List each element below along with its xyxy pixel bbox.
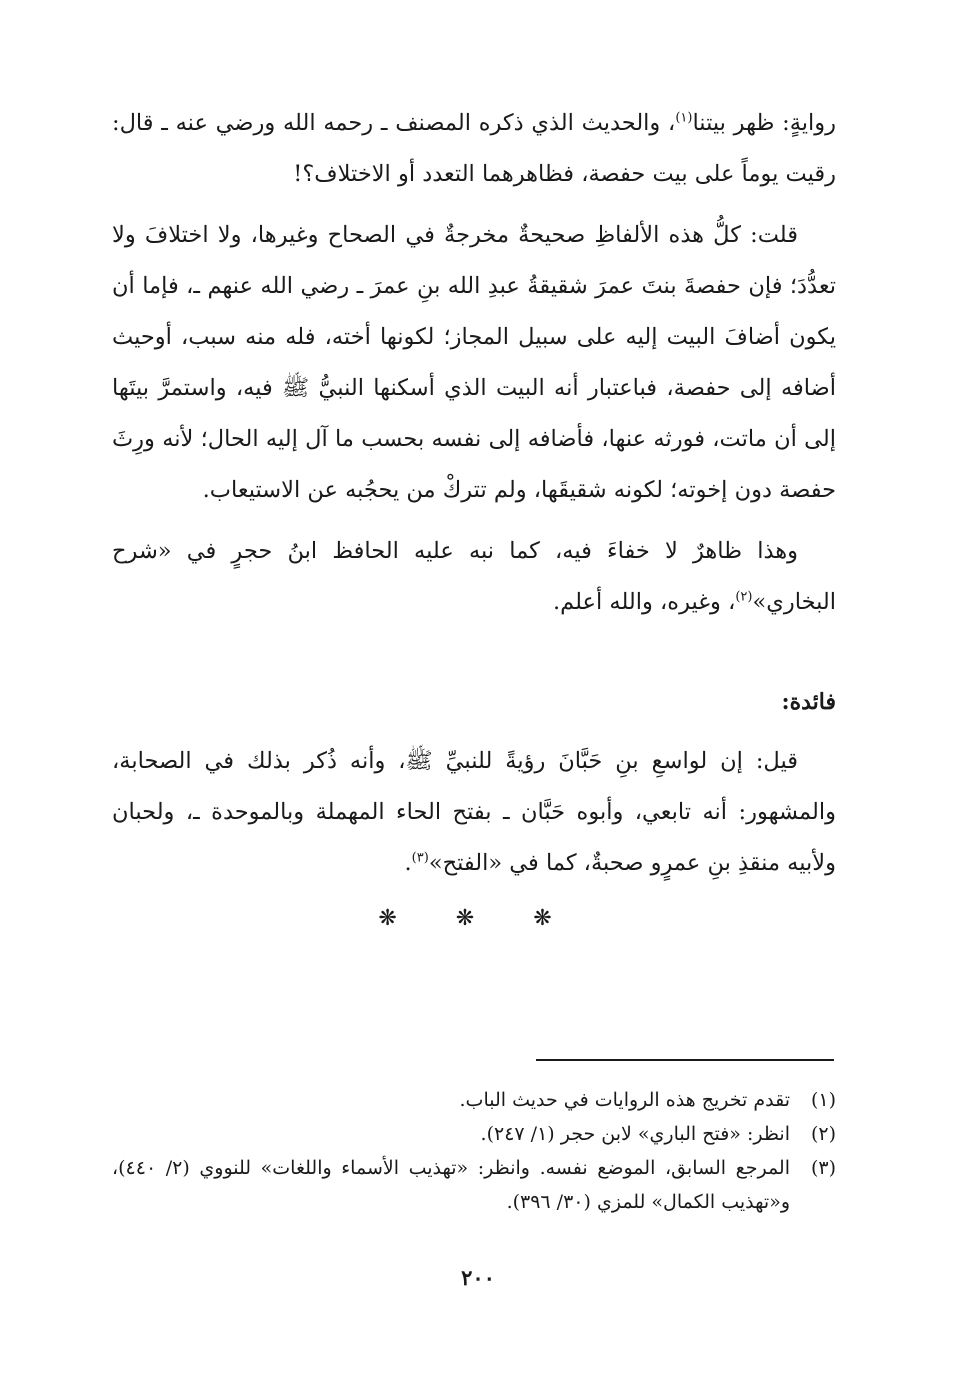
paragraph-4-text-a: قيل: إن لواسعِ بنِ حَبَّانَ رؤيةً للنبيِّ ﷺ، وأنه ذُكر بذلك في الصحابة، والمشهور: أنه تابعي، وأبوه حَبَّان ـ بفتح الحاء المهملة وبالموحدة ـ، ولحبان ولأبيه منقذِ بنِ عمرٍو صحبةٌ، كما في «الفتح» <box>112 748 836 876</box>
footnote-divider <box>536 1059 834 1061</box>
footnote-ref-1: (١) <box>675 110 693 126</box>
paragraph-2: قلت: كلُّ هذه الألفاظِ صحيحةٌ مخرجةٌ في الصحاح وغيرها، ولا اختلافَ ولا تعدُّدَ؛ فإن حفصةَ بنتَ عمرَ شقيقةُ عبدِ الله بنِ عمرَ ـ رضي الله عنهم ـ، فإما أن يكون أضافَ البيت إليه على سبيل المجاز؛ لكونها أخته، فله منه سبب، أوحيث أضافه إلى حفصة، فباعتبار أنه البيت الذي أسكنها النبيُّ ﷺ فيه، واستمرَّ بيتَها إلى أن ماتت، فورثه عنها، فأضافه إلى نفسه بحسب ما آل إليه الحال؛ لأنه ورِثَ حفصة دون إخوته؛ لكونه شقيقَها، ولم تتركْ من يحجُبه عن الاستيعاب. <box>112 222 836 503</box>
page-number: ٢٠٠ <box>461 1265 495 1290</box>
paragraph-3 <box>112 526 836 628</box>
footnote-ref-2: (٢) <box>735 589 753 605</box>
footnote-ref-3: (٣) <box>411 850 429 866</box>
footnote-1 <box>112 1083 836 1117</box>
footnote-text: انظر: «فتح الباري» لابن حجر (١/ ٢٤٧). <box>480 1123 790 1145</box>
paragraph-4-text-b: . <box>404 850 412 876</box>
section-separator: ❋ ❋ ❋ <box>378 906 578 931</box>
paragraph-1 <box>112 98 836 200</box>
footnote-number: (١) <box>810 1089 836 1111</box>
footnote-number: (٣) <box>810 1157 836 1179</box>
paragraph-3-text-a: وهذا ظاهرٌ لا خفاءَ فيه، كما نبه عليه الحافظ ابنُ حجرٍ في «شرح البخاري» <box>112 538 836 615</box>
paragraph-1-text-a: روايةٍ: ظهر بيتنا <box>692 110 837 136</box>
paragraph-1-text-b: ، والحديث الذي ذكره المصنف ـ رحمه الله ورضي عنه ـ قال: رقيت يوماً على بيت حفصة، فظاهرهما التعدد أو الاختلاف؟! <box>112 110 836 187</box>
body-text <box>112 98 836 628</box>
footnote-number: (٢) <box>810 1123 836 1145</box>
footnotes <box>112 1083 836 1219</box>
footnote-2 <box>112 1117 836 1151</box>
footnote-text: المرجع السابق، الموضع نفسه. وانظر: «تهذيب الأسماء واللغات» للنووي (٢/ ٤٤٠)، و«تهذيب الكمال» للمزي (٣٠/ ٣٩٦). <box>112 1157 790 1213</box>
benefit-text <box>112 736 836 889</box>
footnote-3 <box>112 1151 836 1219</box>
section-heading: فائدة: <box>781 689 836 715</box>
footnote-text: تقدم تخريج هذه الروايات في حديث الباب. <box>459 1089 790 1111</box>
section-heading-wrap <box>112 682 836 722</box>
paragraph-4 <box>112 736 836 889</box>
paragraph-3-text-b: ، وغيره، والله أعلم. <box>552 589 736 615</box>
